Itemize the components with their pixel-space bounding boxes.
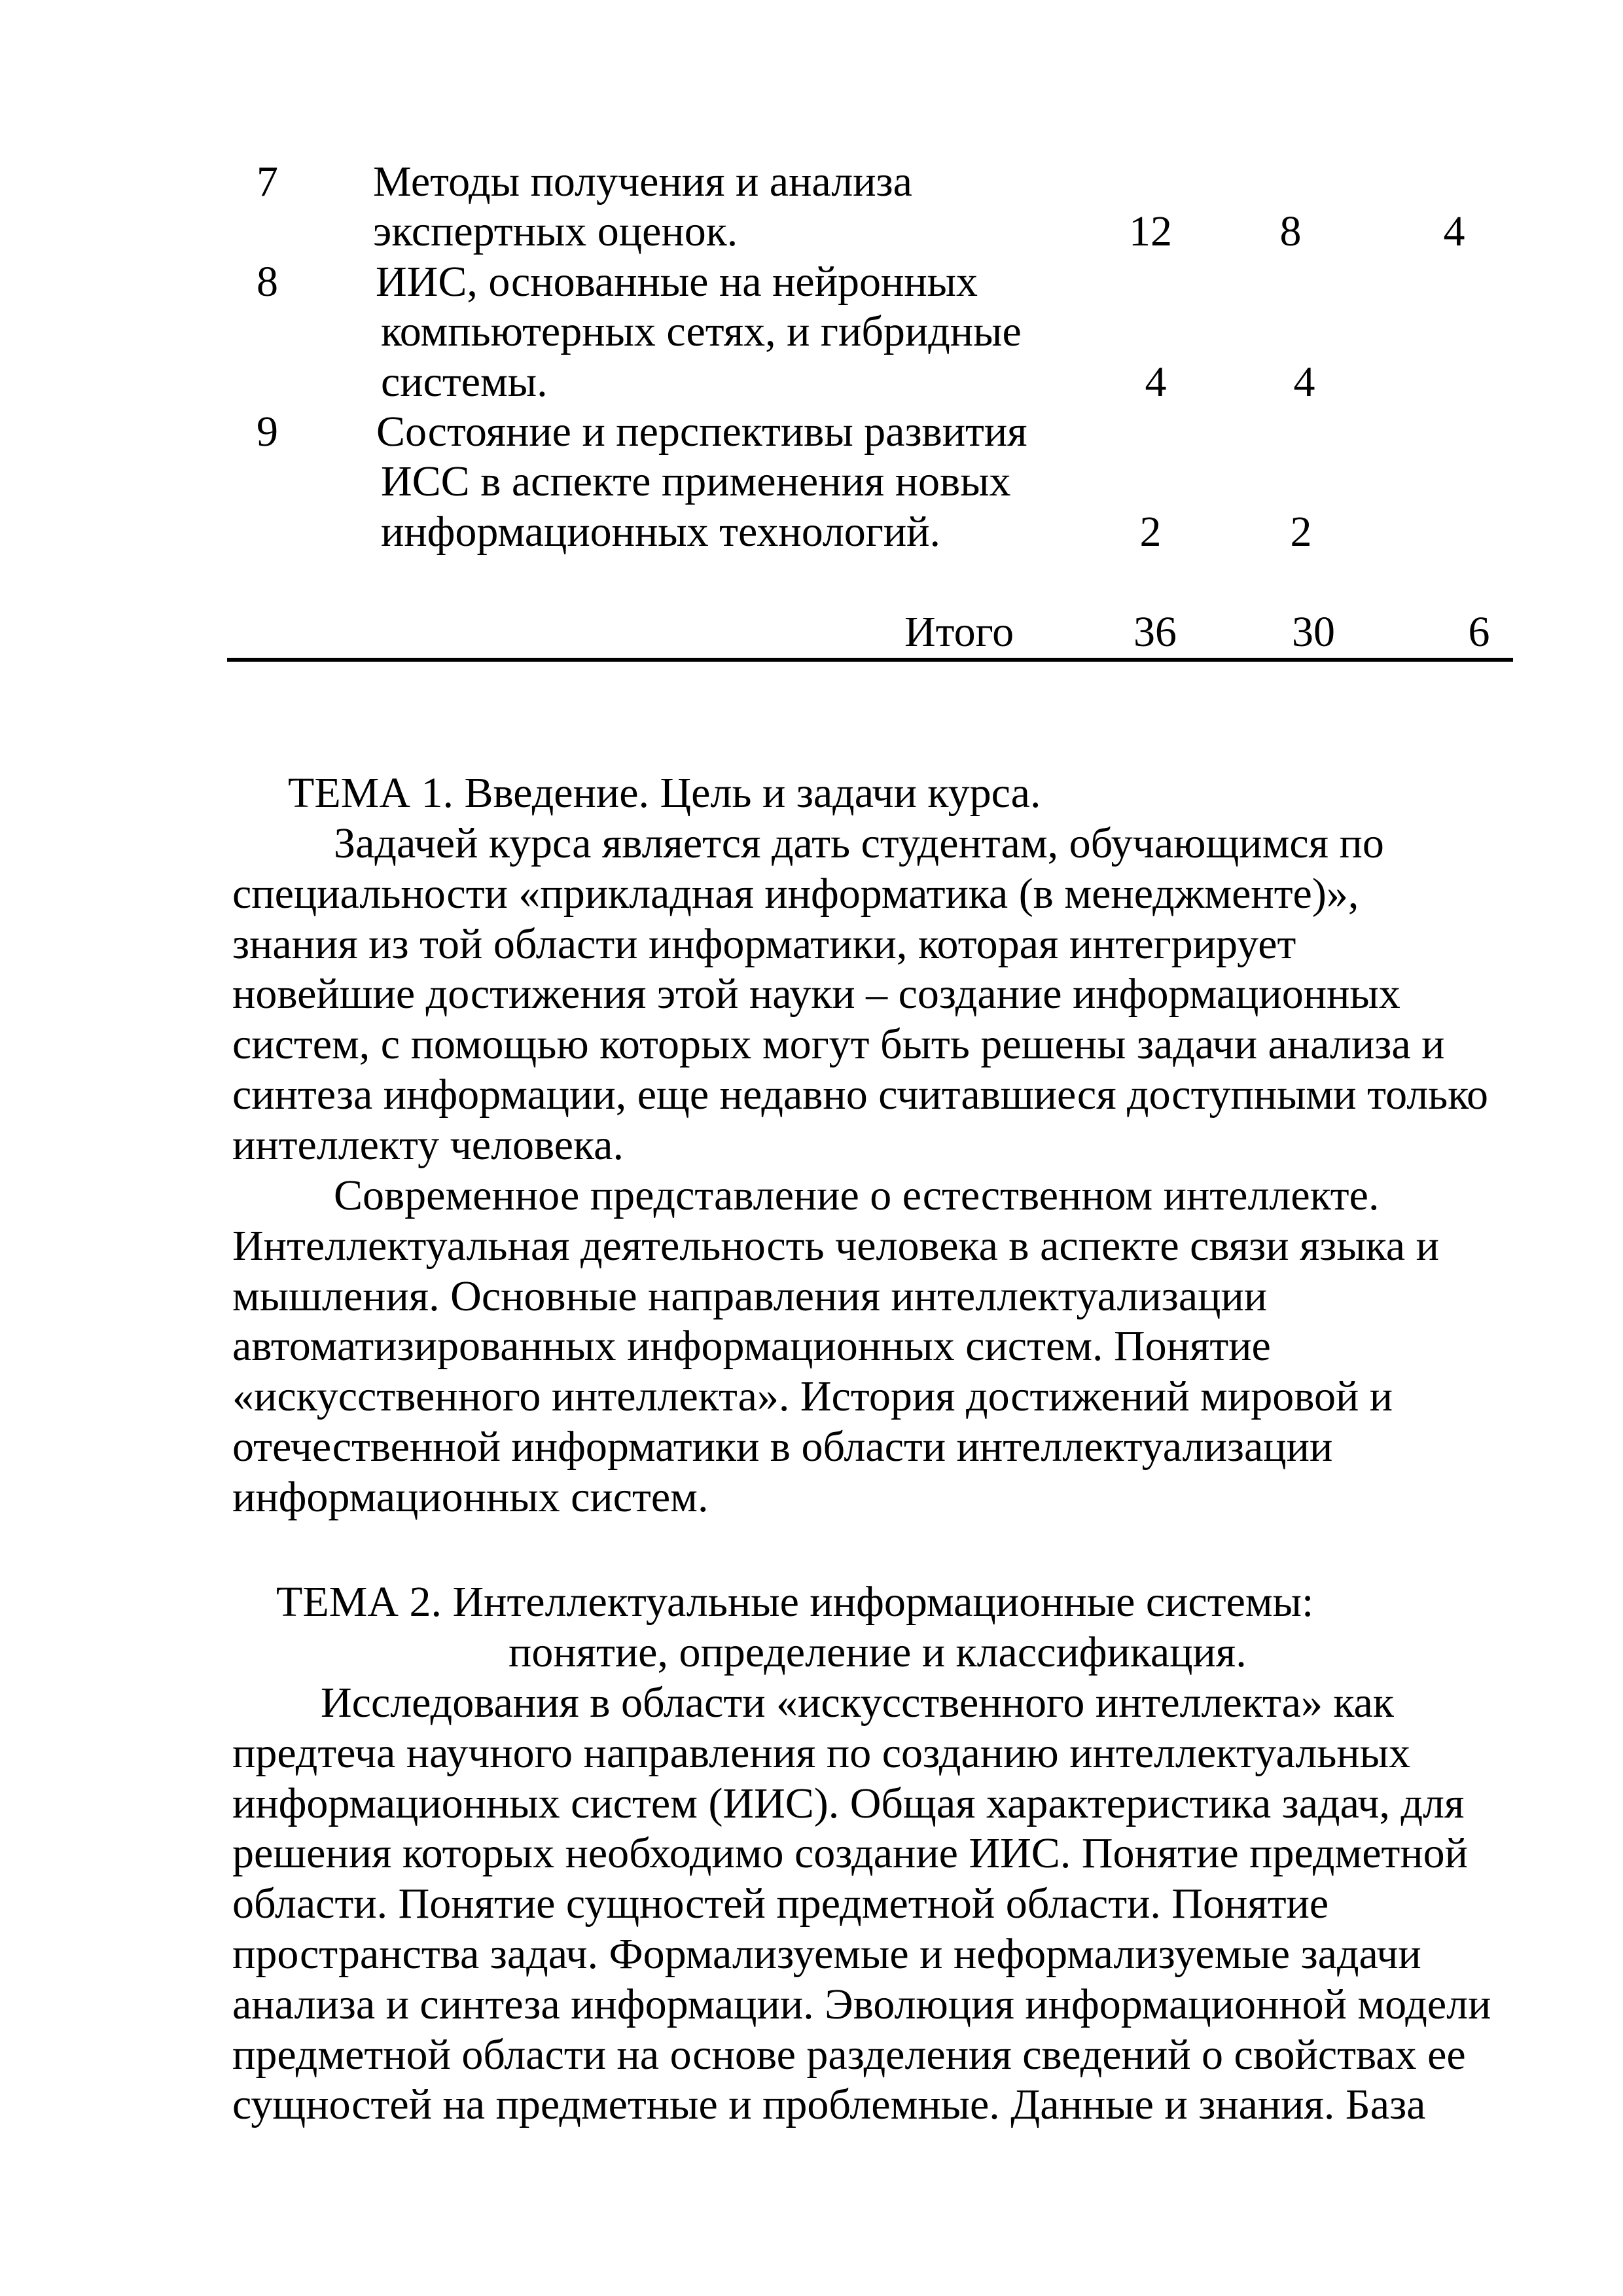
text-line: систем, с помощью которых могут быть решены задачи анализа и [232, 1020, 1445, 1069]
row-7-title-line-2: экспертных оценок. [373, 207, 738, 255]
text-line: новейшие достижения этой науки – создание информационных [232, 970, 1400, 1018]
text-line: мышления. Основные направления интеллектуализации [232, 1272, 1268, 1320]
row-9-title-line-1: Состояние и перспективы развития [376, 408, 1027, 456]
summary-label: Итого [904, 608, 1014, 656]
text-line: информационных систем. [232, 1473, 709, 1521]
text-line: отечественной информатики в области интеллектуализации [232, 1422, 1333, 1471]
text-line: синтеза информации, еще недавно считавшиеся доступными только [232, 1070, 1488, 1119]
row-8-title-line-1: ИИС, основанные на нейронных [376, 258, 978, 306]
row-9-title-line-3: информационных технологий. [381, 508, 941, 556]
summary-lectures: 30 [1292, 608, 1335, 656]
text-line: предметной области на основе разделения сведений о свойствах ее [232, 2030, 1466, 2079]
text-line: Задачей курса является дать студентам, обучающимся по [334, 819, 1384, 867]
text-line: знания из той области информатики, которая интегрирует [232, 920, 1296, 968]
text-line: Интеллектуальная деятельность человека в аспекте связи языка и [232, 1221, 1439, 1270]
topic-2-paragraph-1 [232, 1678, 1515, 2130]
text-line: решения которых необходимо создание ИИС. Понятие предметной [232, 1829, 1468, 1878]
text-line: «искусственного интеллекта». История достижений мировой и [232, 1372, 1393, 1421]
row-8-total: 4 [1145, 358, 1167, 406]
text-line: автоматизированных информационных систем. Понятие [232, 1322, 1271, 1371]
row-7-number: 7 [257, 158, 278, 206]
topic-2-heading-line-2: понятие, определение и классификация. [508, 1628, 1247, 1676]
topic-1-paragraph-2 [232, 1171, 1515, 1523]
text-line: сущностей на предметные и проблемные. Данные и знания. База [232, 2081, 1426, 2129]
row-8-number: 8 [257, 258, 278, 306]
topic-2-heading-line-1: ТЕМА 2. Интеллектуальные информационные системы: [276, 1578, 1314, 1626]
text-line: анализа и синтеза информации. Эволюция информационной модели [232, 1980, 1491, 2028]
text-line: интеллекту человека. [232, 1121, 624, 1169]
row-9-total: 2 [1139, 508, 1162, 556]
row-7-total: 12 [1129, 207, 1172, 255]
row-8-title-line-2: компьютерных сетях, и гибридные [381, 308, 1022, 355]
row-7-title-line-1: Методы получения и анализа [373, 158, 912, 206]
text-line: предтеча научного направления по созданию интеллектуальных [232, 1729, 1411, 1777]
text-line: пространства задач. Формализуемые и неформализуемые задачи [232, 1929, 1421, 1978]
row-7-practice: 4 [1443, 207, 1465, 255]
row-9-lectures: 2 [1290, 508, 1312, 556]
row-9-title-line-2: ИСС в аспекте применения новых [381, 457, 1011, 505]
summary-practice: 6 [1468, 608, 1490, 656]
text-line: Современное представление о естественном интеллекте. [334, 1172, 1380, 1219]
text-line: информационных систем (ИИС). Общая характеристика задач, для [232, 1779, 1465, 1827]
row-7-lectures: 8 [1279, 207, 1302, 255]
summary-total: 36 [1133, 608, 1177, 656]
row-9-number: 9 [257, 408, 278, 456]
topic-1-paragraph-1 [232, 819, 1515, 1171]
text-line: области. Понятие сущностей предметной области. Понятие [232, 1880, 1329, 1928]
table-bottom-rule [227, 658, 1513, 662]
topic-1-heading: ТЕМА 1. Введение. Цель и задачи курса. [288, 769, 1041, 817]
row-8-title-line-3: системы. [381, 358, 548, 406]
text-line: специальности «прикладная информатика (в менеджменте)», [232, 869, 1359, 918]
text-line: Исследования в области «искусственного интеллекта» как [321, 1679, 1394, 1727]
row-8-lectures: 4 [1293, 358, 1315, 406]
